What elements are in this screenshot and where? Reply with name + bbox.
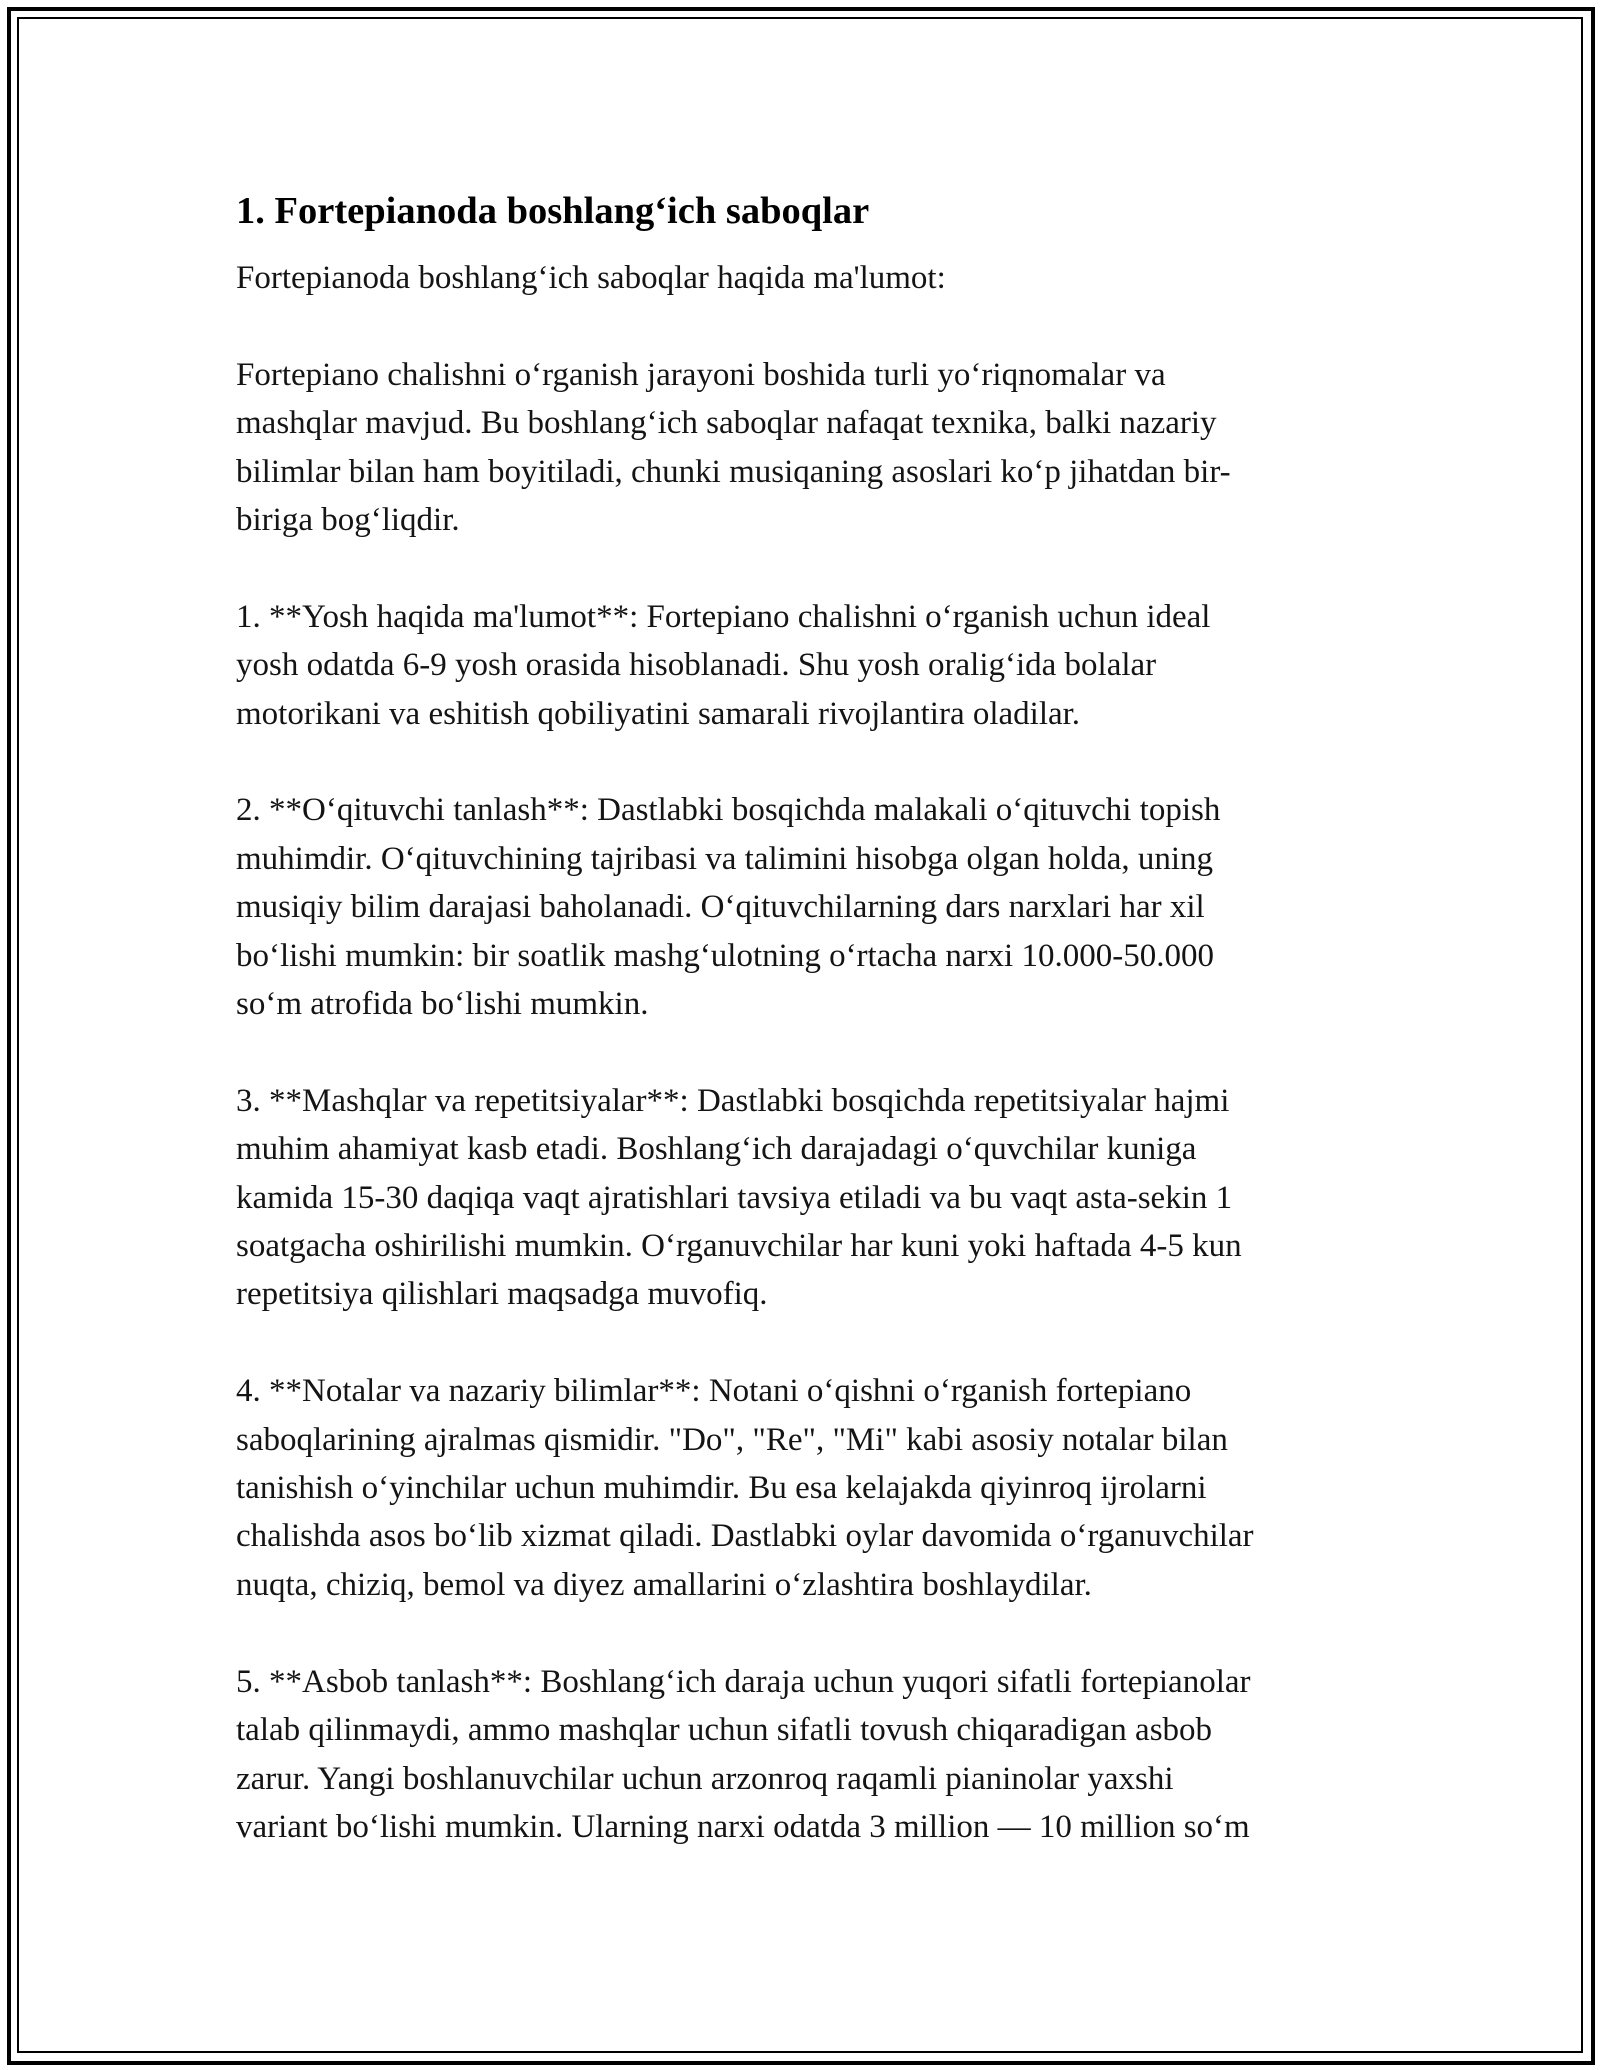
text-line: tanishish o‘yinchilar uchun muhimdir. Bu esa kelajakda qiyinroq ijrolarni	[236, 1470, 1207, 1507]
text-line: variant bo‘lishi mumkin. Ularning narxi odatda 3 million — 10 million so‘m	[236, 1808, 1250, 1845]
list-item-practice	[236, 1077, 1386, 1319]
text-line: bo‘lishi mumkin: bir soatlik mashg‘ulotning o‘rtacha narxi 10.000-50.000	[236, 937, 1214, 974]
text-line: chalishda asos bo‘lib xizmat qiladi. Dastlabki oylar davomida o‘rganuvchilar	[236, 1518, 1254, 1555]
text-line: Fortepiano chalishni o‘rganish jarayoni boshida turli yo‘riqnomalar va	[236, 356, 1166, 393]
list-item-notes	[236, 1367, 1386, 1609]
text-line: muhim ahamiyat kasb etadi. Boshlang‘ich darajadagi o‘quvchilar kuniga	[236, 1131, 1197, 1168]
text-line: musiqiy bilim darajasi baholanadi. O‘qituvchilarning dars narxlari har xil	[236, 889, 1205, 926]
text-line: Fortepianoda boshlang‘ich saboqlar haqida ma'lumot:	[236, 260, 946, 296]
text-line: 5. **Asbob tanlash**: Boshlang‘ich daraja uchun yuqori sifatli fortepianolar	[236, 1663, 1251, 1700]
text-line: yosh odatda 6-9 yosh orasida hisoblanadi. Shu yosh oralig‘ida bolalar	[236, 647, 1157, 684]
list-item-teacher	[236, 786, 1386, 1028]
list-item-age	[236, 593, 1386, 738]
intro-paragraph	[236, 254, 1386, 302]
text-line: biriga bog‘liqdir.	[236, 502, 460, 539]
text-line: bilimlar bilan ham boyitiladi, chunki musiqaning asoslari ko‘p jihatdan bir-	[236, 453, 1231, 490]
section-heading: 1. Fortepianoda boshlang‘ich saboqlar	[236, 190, 870, 232]
text-line: muhimdir. O‘qituvchining tajribasi va talimini hisobga olgan holda, uning	[236, 840, 1214, 877]
text-line: 3. **Mashqlar va repetitsiyalar**: Dastlabki bosqichda repetitsiyalar hajmi	[236, 1082, 1230, 1119]
text-line: kamida 15-30 daqiqa vaqt ajratishlari tavsiya etiladi va bu vaqt asta-sekin 1	[236, 1179, 1233, 1216]
list-item-instrument	[236, 1658, 1386, 1852]
text-line: mashqlar mavjud. Bu boshlang‘ich saboqlar nafaqat texnika, balki nazariy	[236, 405, 1217, 442]
text-line: zarur. Yangi boshlanuvchilar uchun arzonroq raqamli pianinolar yaxshi	[236, 1760, 1174, 1797]
text-line: so‘m atrofida bo‘lishi mumkin.	[236, 986, 649, 1023]
text-line: 4. **Notalar va nazariy bilimlar**: Notani o‘qishni o‘rganish fortepiano	[236, 1373, 1192, 1410]
text-line: talab qilinmaydi, ammo mashqlar uchun sifatli tovush chiqaradigan asbob	[236, 1712, 1213, 1749]
text-line: 1. **Yosh haqida ma'lumot**: Fortepiano chalishni o‘rganish uchun ideal	[236, 598, 1211, 635]
text-line: repetitsiya qilishlari maqsadga muvofiq.	[236, 1276, 768, 1313]
text-line: saboqlarining ajralmas qismidir. "Do", "Re", "Mi" kabi asosiy notalar bilan	[236, 1421, 1228, 1458]
text-line: nuqta, chiziq, bemol va diyez amallarini o‘zlashtira boshlaydilar.	[236, 1566, 1092, 1603]
overview-paragraph	[236, 351, 1386, 545]
document-body	[236, 186, 1386, 1900]
text-line: motorikani va eshitish qobiliyatini samarali rivojlantira oladilar.	[236, 695, 1081, 732]
text-line: 2. **O‘qituvchi tanlash**: Dastlabki bosqichda malakali o‘qituvchi topish	[236, 792, 1221, 829]
text-line: soatgacha oshirilishi mumkin. O‘rganuvchilar har kuni yoki haftada 4-5 kun	[236, 1228, 1242, 1265]
